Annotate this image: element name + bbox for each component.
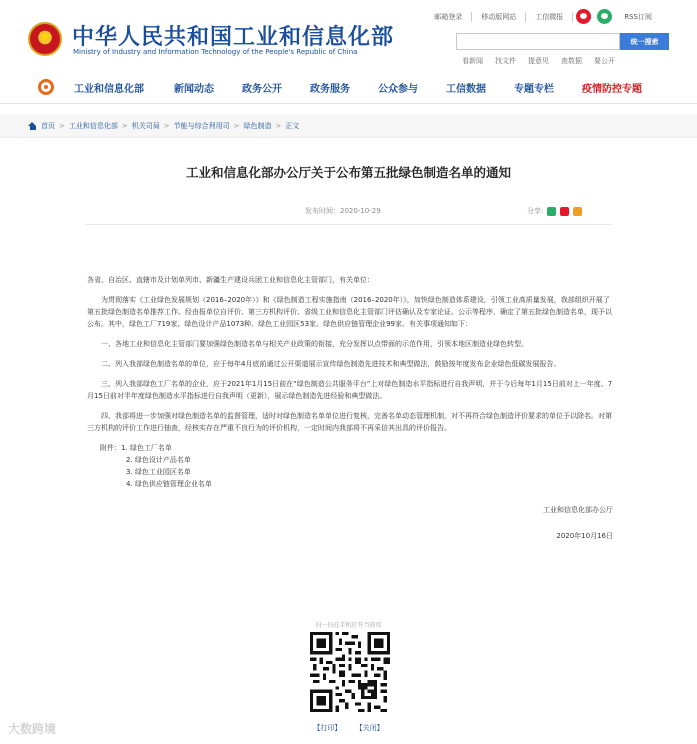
attachment-link[interactable]: 4. 绿色供应链管理企业名单 [126, 480, 212, 488]
paragraph: 二、列入我部绿色制造名单的单位，应于每年4月底前通过公开渠道展示宣传绿色制造先进技术和典型做法，鼓励按年度发布企业绿色低碳发展报告。 [101, 360, 561, 368]
breadcrumb-separator: > [59, 122, 65, 130]
qr-label: 扫一扫在手机打开当前页 [315, 622, 382, 629]
nav-item-special[interactable]: 专题专栏 [514, 84, 554, 95]
quick-link-data[interactable]: 查数据 [561, 57, 582, 65]
nav-item-disclosure[interactable]: 政务公开 [242, 84, 282, 95]
article-title: 工业和信息化部办公厅关于公布第五批绿色制造名单的通知 [185, 165, 511, 180]
nav-item-data[interactable]: 工信数据 [446, 84, 486, 95]
home-icon [28, 122, 37, 130]
share-weibo-icon[interactable] [560, 207, 569, 216]
search-button[interactable]: 统一搜索 [620, 33, 669, 50]
print-link[interactable]: 【打印】 [313, 724, 342, 732]
breadcrumb-separator: > [275, 122, 282, 130]
attachments-label: 附件： [100, 444, 121, 452]
quick-links [462, 56, 615, 66]
quick-link-disclosure[interactable]: 要公开 [594, 57, 615, 65]
meta-divider [85, 224, 612, 225]
breadcrumb-ministry[interactable]: 工业和信息化部 [68, 122, 118, 130]
rss-link[interactable]: RSS订阅 [624, 12, 652, 21]
nav-logo-icon[interactable] [38, 79, 54, 95]
breadcrumb-home[interactable]: 首页 [41, 122, 55, 130]
quick-link-news[interactable]: 看新闻 [462, 57, 483, 65]
quick-link-files[interactable]: 找文件 [495, 57, 516, 65]
national-emblem-icon[interactable] [28, 22, 62, 56]
share-qzone-icon[interactable] [573, 207, 582, 216]
mail-login-link[interactable]: 邮箱登录 [425, 12, 472, 22]
breadcrumb-separator: > [233, 122, 240, 130]
nav-item-ministry[interactable]: 工业和信息化部 [74, 84, 144, 95]
article-body [87, 274, 613, 542]
breadcrumb-separator: > [163, 122, 170, 130]
qr-code-image [308, 630, 388, 710]
breadcrumb-separator: > [121, 122, 128, 130]
share-wechat-icon[interactable] [547, 207, 556, 216]
nav-item-services[interactable]: 政务服务 [310, 84, 350, 95]
publish-label: 发布时间： [305, 207, 340, 215]
breadcrumb-departments[interactable]: 机关司局 [131, 122, 160, 130]
document-date: 2020年10月16日 [556, 532, 613, 540]
breadcrumb-current: 正文 [285, 122, 300, 130]
wechat-icon[interactable] [597, 9, 612, 24]
close-link[interactable]: 【关闭】 [355, 724, 384, 732]
nav-item-participation[interactable]: 公众参与 [378, 84, 418, 95]
main-nav [0, 74, 697, 100]
attachments [100, 442, 613, 490]
search-input[interactable] [456, 33, 620, 50]
paragraph: 一、各地工业和信息化主管部门要加强绿色制造名单与相关产业政策的衔接，充分发挥以点带面的示范作用，引领本地区制造业绿色转型。 [101, 340, 528, 348]
publish-date: 2020-10-29 [340, 207, 381, 215]
attachment-link[interactable]: 3. 绿色工业园区名单 [126, 468, 191, 476]
watermark: 大数跨境 [8, 722, 57, 736]
footer-links [0, 723, 697, 733]
salutation: 各省、自治区、直辖市及计划单列市、新疆生产建设兵团工业和信息化主管部门，有关单位： [87, 276, 374, 284]
publish-meta [305, 206, 381, 216]
quick-link-feedback[interactable]: 提意见 [528, 57, 549, 65]
nav-item-epidemic[interactable]: 疫情防控专题 [582, 84, 642, 95]
nav-item-news[interactable]: 新闻动态 [174, 84, 214, 95]
share-label: 分享: [527, 207, 544, 215]
paragraph: 四、我部将进一步加强对绿色制造名单的监督管理，适时对绿色制造名单单位进行复核，完善名单动态管理机制，对不再符合绿色制造评价要求的单位予以除名。对第三方机构的评价工作进行抽查，经核实存在严重不良行为的评价机构，一定时间内我部将不再采信其出具的评价报告。 [87, 412, 612, 432]
top-links [425, 9, 661, 24]
attachment-link[interactable]: 1. 绿色工厂名单 [121, 444, 172, 452]
attachment-link[interactable]: 2. 绿色设计产品名单 [126, 456, 191, 464]
mobile-site-link[interactable]: 移动版网站 [472, 12, 526, 22]
site-header [0, 0, 697, 70]
breadcrumb [28, 121, 299, 131]
paragraph: 为贯彻落实《工业绿色发展规划（2016–2020年）》和《绿色制造工程实施指南（2016–2020年）》，加快绿色制造体系建设，引领工业高质量发展，我部组织开展了第五批绿色制造名单推荐工作。经由报单位自评价、第三方机构评价、省级工业和信息化主管部门评估确认及专家论证、公示等程序，确定了第五批绿色制造名单，现予以公布。其中，绿色工厂719家、绿色设计产品1073种、绿色工业园区53家、绿色供应链管理企业99家。有关事项通知如下： [87, 296, 612, 328]
share-bar [527, 206, 582, 216]
nav-divider [0, 103, 697, 104]
signature: 工业和信息化部办公厅 [543, 506, 613, 514]
site-title[interactable]: 中华人民共和国工业和信息化部 [72, 24, 395, 50]
breadcrumb-green-manufacturing[interactable]: 绿色制造 [243, 122, 272, 130]
paragraph: 三、列入我部绿色工厂名单的企业，应于2021年1月15日前在“绿色制造公共服务平台”上对绿色制造水平指标进行自我声明，并于今后每年1月15日前对上一年度、7月15日前对半年度绿色制造水平指标进行自我声明（更新），展示绿色制造先进经验和典型做法。 [87, 380, 613, 400]
breadcrumb-energy-dept[interactable]: 节能与综合利用司 [173, 122, 230, 130]
weibo-icon[interactable] [576, 9, 591, 24]
site-subtitle: Ministry of Industry and Information Technology of the People's Republic of China [73, 48, 358, 56]
wechat-micro-report-link[interactable]: 工信微报 [526, 12, 573, 22]
